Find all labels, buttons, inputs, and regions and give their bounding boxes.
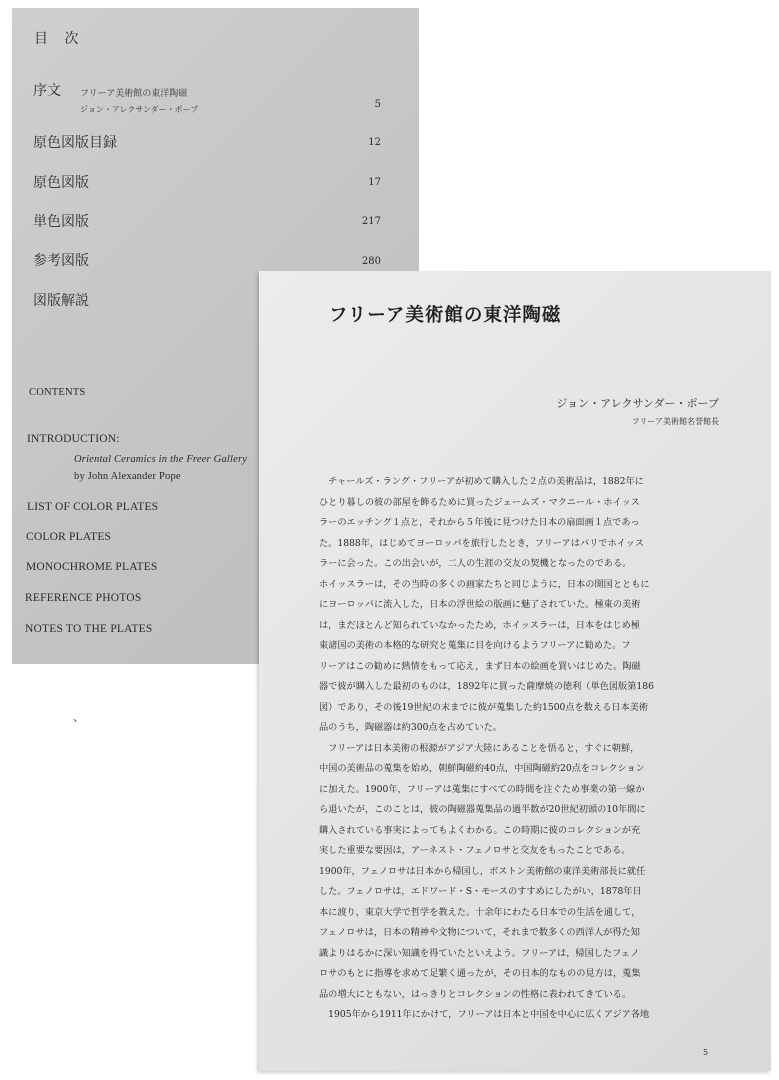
stray-mark: 、 — [73, 710, 86, 724]
body-line: リーアはこの勧めに熱情をもって応え，まず日本の絵画を買いはじめた。陶磁 — [319, 660, 641, 672]
body-line: 本に渡り，東京大学で哲学を教えた。十余年にわたる日本での生活を通して， — [319, 906, 641, 918]
article-body — [319, 472, 729, 1026]
toc-entry-notes-label: 図版解説 — [33, 293, 89, 309]
toc-entry-color-page: 17 — [368, 177, 381, 188]
body-line: ら退いたが，このことは，彼の陶磁器蒐集品の過半数が20世紀初頭の10年間に — [319, 804, 646, 815]
body-line: チャールズ・ラング・フリーアが初めて購入した２点の美術品は，1882年に — [319, 476, 644, 487]
toc-heading: 目 次 — [34, 31, 85, 47]
body-line: ロサのもとに指導を求めて足繁く通ったが，その日本的なものの見方は，蒐集 — [319, 968, 641, 979]
contents-color-plates: COLOR PLATES — [26, 531, 112, 543]
body-line: した。フェノロサは，エドワード・S・モースのすすめにしたがい，1878年日 — [319, 886, 642, 897]
body-line: 東諸国の美術の本格的な研究と蒐集に目を向けるようフリーアに勧めた。フ — [319, 640, 631, 651]
body-line: にヨーロッパに流入した，日本の浮世絵の版画に魅了されていた。極東の美術 — [319, 599, 641, 610]
toc-entry-reference-page: 280 — [361, 256, 381, 267]
contents-intro-author: by John Alexander Pope — [74, 471, 181, 482]
body-line: 器で彼が購入した最初のものは，1892年に買った薩摩焼の徳利（単色図版第186 — [319, 681, 654, 692]
body-line: フェノロサは，日本の精神や文物について，それまで数多くの西洋人が得た知 — [319, 927, 640, 938]
contents-heading: CONTENTS — [29, 387, 86, 398]
body-line: 実した重要な要因は，アーネスト・フェノロサと交友をもったことである。 — [319, 845, 631, 856]
article-page — [259, 271, 771, 1071]
body-line: 識よりはるかに深い知識を得ていたといえよう。フリーアは，帰国したフェノ — [319, 947, 640, 959]
article-author-role: フリーア美術館名誉館長 — [631, 417, 719, 426]
contents-monochrome-plates: MONOCHROME PLATES — [26, 561, 158, 573]
toc-entry-reference-label: 参考図版 — [33, 253, 89, 269]
contents-reference-photos: REFERENCE PHOTOS — [25, 592, 142, 604]
body-line: 品の増大にともない，はっきりとコレクションの性格に表われてきている。 — [319, 988, 632, 1000]
body-line: ひとり暮しの彼の部屋を飾るために買ったジェームズ・マクニール・ホイッス — [319, 496, 640, 508]
body-line: フリーアは日本美術の根源がアジア大陸にあることを悟ると，すぐに朝鮮， — [319, 742, 640, 754]
article-title: フリーア美術館の東洋陶磁 — [329, 305, 562, 326]
toc-entry-color-label: 原色図版 — [33, 175, 89, 191]
body-line: ラーのエッチング１点と，それから５年後に見つけた日本の扇面画１点であっ — [319, 517, 640, 528]
body-line: ホイッスラーは，その当時の多くの画家たちと同じように，日本の開国とともに — [319, 578, 650, 590]
toc-entry-preface-author: ジョン・アレクサンダー・ポープ — [80, 105, 199, 114]
page-number: 5 — [703, 1048, 709, 1057]
toc-entry-preface-page: 5 — [374, 99, 381, 110]
article-author: ジョン・アレクサンダー・ポープ — [556, 397, 719, 410]
toc-entry-color-list-label: 原色図版目録 — [33, 135, 117, 151]
body-line: ラーに会った。この出会いが，二人の生涯の交友の契機となったのである。 — [319, 558, 632, 569]
contents-introduction: INTRODUCTION: — [27, 433, 120, 445]
body-line: 1900年，フェノロサは日本から帰国し，ボストン美術館の東洋美術部長に就任 — [319, 865, 646, 877]
toc-entry-monochrome-label: 単色図版 — [33, 214, 89, 230]
contents-intro-title: Oriental Ceramics in the Freer Gallery — [74, 454, 248, 465]
toc-entry-monochrome-page: 217 — [361, 216, 381, 227]
body-line: に加えた。1900年，フリーアは蒐集にすべての時間を注ぐため事業の第一線か — [319, 783, 645, 795]
body-line: た。1888年，はじめてヨーロッパを旅行したとき，フリーアはパリでホイッス — [319, 537, 645, 549]
body-line: 品のうち，陶磁器は約300点を占めていた。 — [319, 722, 502, 733]
body-line: 購入されている事実によってもよくわかる。この時期に彼のコレクションが充 — [319, 824, 641, 836]
body-line: は，まだほとんど知られていなかったため，ホイッスラーは，日本をはじめ極 — [319, 619, 641, 631]
contents-notes-to-plates: NOTES TO THE PLATES — [25, 623, 153, 635]
body-line: 1905年から1911年にかけて，フリーアは日本と中国を中心に広くアジア各地 — [319, 1009, 650, 1020]
toc-entry-color-list-page: 12 — [368, 137, 381, 148]
body-line: 図）であり，その後19世紀の末までに彼が蒐集した約1500点を数える日本美術 — [319, 701, 649, 713]
toc-entry-preface-subtitle: フリーア美術館の東洋陶磁 — [80, 89, 188, 99]
contents-list-color-plates: LIST OF COLOR PLATES — [27, 501, 159, 513]
body-line: 中国の美術品の蒐集を始め，朝鮮陶磁約40点，中国陶磁約20点をコレクション — [319, 763, 645, 774]
toc-entry-preface-label: 序文 — [33, 83, 61, 99]
